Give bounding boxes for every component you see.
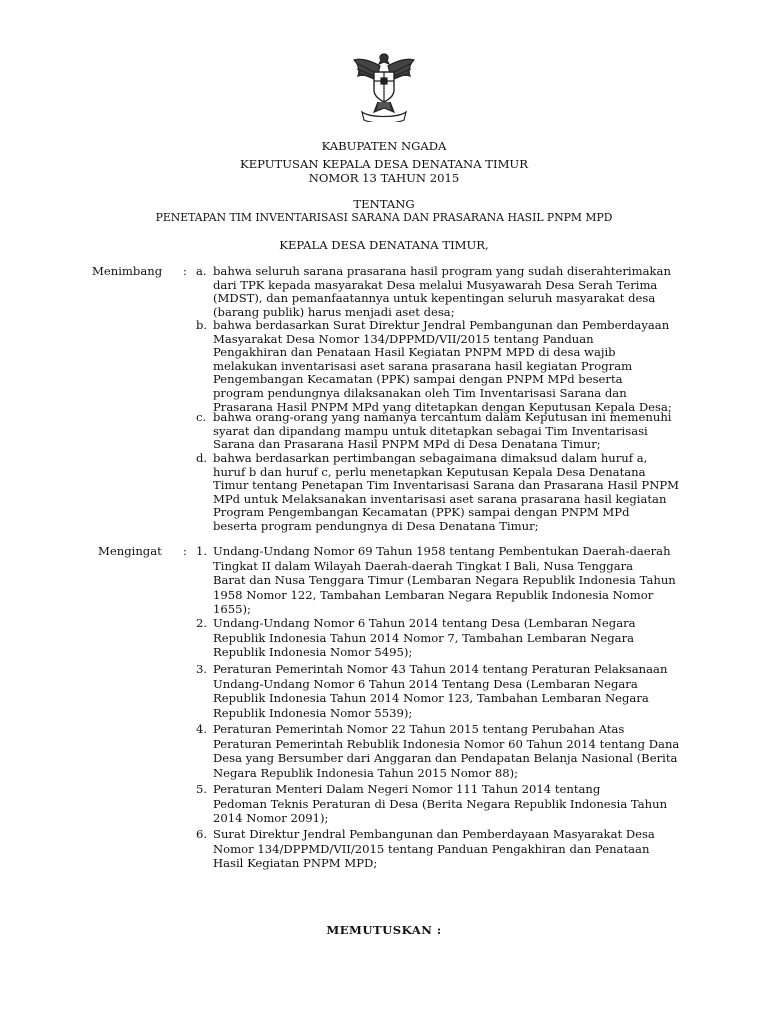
mengingat-item-line: Peraturan Pemerintah Rebublik Indonesia Nomor 60 Tahun 2014 tentang Dana bbox=[213, 736, 680, 751]
menimbang-item-line: bahwa berdasarkan pertimbangan sebagaimana dimaksud dalam huruf a, bbox=[213, 451, 648, 465]
decree-title: KEPUTUSAN KEPALA DESA DENATANA TIMUR bbox=[240, 157, 528, 171]
mengingat-item-line: Negara Republik Indonesia Tahun 2015 Nomor 88); bbox=[213, 765, 519, 780]
mengingat-item-marker: 2. bbox=[196, 616, 208, 630]
mengingat-item-line: 1655); bbox=[213, 602, 251, 617]
mengingat-item-line: 1958 Nomor 122, Tambahan Lembaran Negara Republik Indonesia Nomor bbox=[213, 587, 654, 602]
mengingat-colon: : bbox=[183, 544, 187, 558]
menimbang-item-line: beserta program pendungnya di Desa Denatana Timur; bbox=[213, 518, 539, 533]
menimbang-item-line: program pendungnya dilaksanakan oleh Tim Inventarisasi Sarana dan bbox=[213, 385, 627, 400]
mengingat-item-line: Desa yang Bersumber dari Anggaran dan Pendapatan Belanja Nasional (Berita bbox=[213, 751, 678, 766]
garuda-emblem bbox=[352, 50, 416, 122]
mengingat-item-text bbox=[213, 617, 699, 661]
menimbang-item-text bbox=[213, 411, 699, 452]
mengingat-item-line: Republik Indonesia Nomor 5495); bbox=[213, 645, 413, 660]
menimbang-item-line: bahwa orang-orang yang namanya tercantum dalam Keputusan ini memenuhi bbox=[213, 410, 672, 424]
mengingat-item-marker: 5. bbox=[196, 782, 208, 796]
regency-title: KABUPATEN NGADA bbox=[321, 139, 447, 153]
mengingat-item-line: Peraturan Menteri Dalam Negeri Nomor 111 Tahun 2014 tentang bbox=[213, 782, 601, 796]
menimbang-colon: : bbox=[183, 264, 187, 278]
mengingat-item-line: Nomor 134/DPPMD/VII/2015 tentang Panduan Pengakhiran dan Penataan bbox=[213, 841, 650, 856]
menimbang-item-text bbox=[213, 265, 699, 319]
mengingat-item-line: Republik Indonesia Nomor 5539); bbox=[213, 705, 413, 720]
menimbang-item-marker: a. bbox=[196, 264, 207, 278]
decree-number: NOMOR 13 TAHUN 2015 bbox=[308, 171, 460, 185]
mengingat-item-line: Peraturan Pemerintah Nomor 22 Tahun 2015 tentang Perubahan Atas bbox=[213, 722, 625, 736]
menimbang-item-line: Pengembangan Kecamatan (PPK) sampai dengan PNPM MPd beserta bbox=[213, 372, 623, 387]
menimbang-item-line: (MDST), dan pemanfaatannya untuk kepentingan seluruh masyarakat desa bbox=[213, 291, 656, 306]
mengingat-item-text bbox=[213, 663, 699, 721]
menimbang-item-line: dari TPK kepada masyarakat Desa melalui Musyawarah Desa Serah Terima bbox=[213, 277, 658, 292]
mengingat-item-line: Undang-Undang Nomor 6 Tahun 2014 Tentang Desa (Lembaran Negara bbox=[213, 676, 638, 691]
mengingat-item-text bbox=[213, 545, 699, 618]
mengingat-label: Mengingat bbox=[98, 544, 162, 558]
mengingat-item-text bbox=[213, 723, 699, 781]
decision-heading: MEMUTUSKAN : bbox=[326, 923, 442, 937]
menimbang-item-line: Program Pengembangan Kecamatan (PPK) sampai dengan PNPM MPd bbox=[213, 505, 630, 520]
mengingat-item-line: 2014 Nomor 2091); bbox=[213, 811, 329, 826]
mengingat-item-marker: 4. bbox=[196, 722, 208, 736]
menimbang-item-line: melakukan inventarisasi aset sarana prasarana hasil kegiatan Program bbox=[213, 358, 633, 373]
menimbang-item-line: (barang publik) harus menjadi aset desa; bbox=[213, 304, 455, 319]
menimbang-item-line: Sarana dan Prasarana Hasil PNPM MPd di Desa Denatana Timur; bbox=[213, 437, 601, 452]
mengingat-item-line: Surat Direktur Jendral Pembangunan dan Pemberdayaan Masyarakat Desa bbox=[213, 827, 655, 841]
menimbang-item-text bbox=[213, 452, 699, 534]
menimbang-item-marker: c. bbox=[196, 410, 207, 424]
menimbang-item-line: bahwa seluruh sarana prasarana hasil program yang sudah diserahterimakan bbox=[213, 264, 671, 278]
menimbang-item-marker: d. bbox=[196, 451, 208, 465]
mengingat-item-line: Hasil Kegiatan PNPM MPD; bbox=[213, 856, 378, 871]
mengingat-item-line: Undang-Undang Nomor 69 Tahun 1958 tentang Pembentukan Daerah-daerah bbox=[213, 544, 671, 558]
mengingat-item-line: Republik Indonesia Tahun 2014 Nomor 7, Tambahan Lembaran Negara bbox=[213, 630, 635, 645]
menimbang-item-line: huruf b dan huruf c, perlu menetapkan Keputusan Kepala Desa Denatana bbox=[213, 464, 646, 479]
mengingat-item-marker: 6. bbox=[196, 827, 208, 841]
menimbang-item-line: MPd untuk Melaksanakan inventarisasi aset sarana prasarana hasil kegiatan bbox=[213, 491, 667, 506]
menimbang-label: Menimbang bbox=[92, 264, 163, 278]
about-heading: TENTANG bbox=[353, 197, 415, 211]
mengingat-item-text bbox=[213, 783, 699, 827]
mengingat-item-marker: 3. bbox=[196, 662, 208, 676]
mengingat-item-marker: 1. bbox=[196, 544, 208, 558]
official-title: KEPALA DESA DENATANA TIMUR, bbox=[279, 238, 489, 252]
mengingat-item-line: Tingkat II dalam Wilayah Daerah-daerah Tingkat I Bali, Nusa Tenggara bbox=[213, 558, 634, 573]
menimbang-item-line: Timur tentang Penetapan Tim Inventarisasi Sarana dan Prasarana Hasil PNPM bbox=[213, 478, 680, 493]
menimbang-item-line: Pengakhiran dan Penataan Hasil Kegiatan PNPM MPD di desa wajib bbox=[213, 345, 616, 360]
menimbang-item-line: bahwa berdasarkan Surat Direktur Jendral Pembangunan dan Pemberdayaan bbox=[213, 318, 670, 332]
menimbang-item-marker: b. bbox=[196, 318, 208, 332]
mengingat-item-line: Peraturan Pemerintah Nomor 43 Tahun 2014 tentang Peraturan Pelaksanaan bbox=[213, 662, 668, 676]
mengingat-item-text bbox=[213, 828, 699, 872]
menimbang-item-line: Prasarana Hasil PNPM MPd yang ditetapkan dengan Keputusan Kepala Desa; bbox=[213, 399, 672, 414]
menimbang-item-line: Masyarakat Desa Nomor 134/DPPMD/VII/2015 tentang Panduan bbox=[213, 331, 594, 346]
menimbang-item-line: syarat dan dipandang mampu untuk ditetapkan sebagai Tim Inventarisasi bbox=[213, 423, 648, 438]
menimbang-item-text bbox=[213, 319, 699, 414]
mengingat-item-line: Undang-Undang Nomor 6 Tahun 2014 tentang Desa (Lembaran Negara bbox=[213, 616, 636, 630]
decree-subject: PENETAPAN TIM INVENTARISASI SARANA DAN PRASARANA HASIL PNPM MPD bbox=[155, 211, 613, 224]
mengingat-item-line: Republik Indonesia Tahun 2014 Nomor 123, Tambahan Lembaran Negara bbox=[213, 691, 649, 706]
mengingat-item-line: Pedoman Teknis Peraturan di Desa (Berita Negara Republik Indonesia Tahun bbox=[213, 796, 668, 811]
mengingat-item-line: Barat dan Nusa Tenggara Timur (Lembaran Negara Republik Indonesia Tahun bbox=[213, 573, 676, 588]
